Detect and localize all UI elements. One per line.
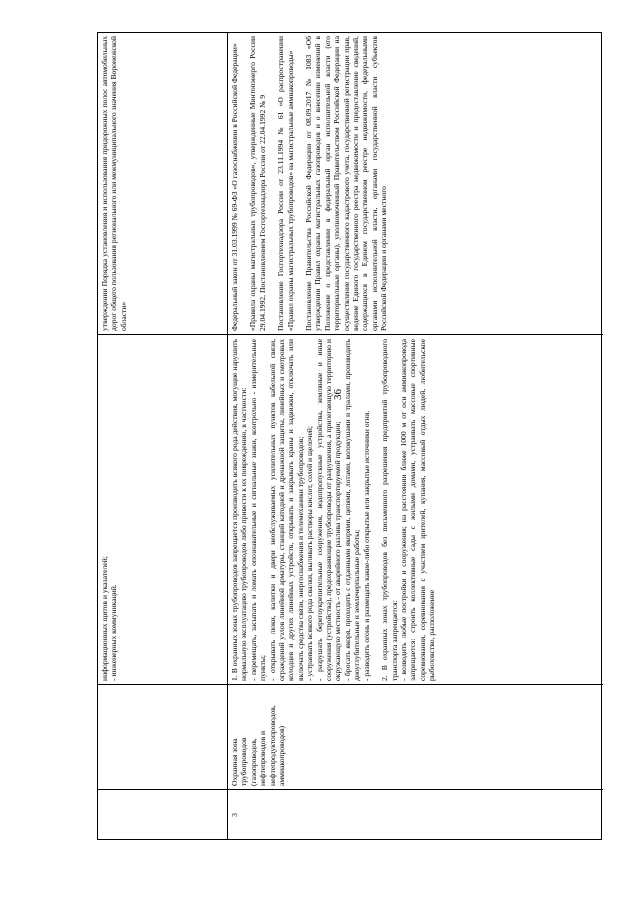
text-line: - возводить любые постройки и сооружения; на расстоянии ближе 1000 м от оси аммиакопровода запрещается: строить коллективные сады с жилыми домами, устраивать массовые спортивные соревнования, соревнования с участием зрителей, купания, массовый отдых людей, любительское рыболовство, расположение (398, 339, 437, 681)
text-line: - разводить огонь и размещать какие-либо открытые или закрытые источники огня. (361, 410, 371, 681)
zone-name: Охранная зона трубопроводов (газопроводов, нефтепроводов и нефтепродуктопроводов, аммиакопроводов) (230, 705, 287, 786)
text-line: - бросать якоря, проходить с отданными якорями, цепями, лотами, волокушами и тралами, производить дноуглубительные и землечерпальные работы; (342, 339, 362, 681)
text-line: - устраивать всякого рода свалки, выливать растворы кислот, солей и щелочей; (305, 426, 315, 681)
table-row (227, 32, 603, 840)
text-line: 1. В охранных зонах трубопроводов запрещается производить всякого рода действия, могущие нарушить нормальную эксплуатацию трубопроводов либо привести к их повреждению, в частности: (230, 339, 249, 681)
text-line: информационных щитов и указателей; (100, 556, 109, 681)
regulation-table (97, 32, 602, 840)
row-number: 3 (230, 813, 239, 817)
text-line: - инженерных коммуникаций. (109, 584, 119, 681)
text-line: - разрушать берегоукрепительные сооружения, водопропускные устройства, земляные и иные сооружения (устройства), предохраняющие трубопроводы от разрушения, а прилегающую территорию и окружающую местность - от аварийного разлива транспортируемой продукции; (314, 339, 343, 681)
row-prev-legal-basis (98, 32, 228, 335)
table-row-continued (97, 32, 228, 840)
text-line: - перемещать, засыпать и ломать опознавательные и сигнальные знаки, контрольно - измерительные пункты; (248, 339, 268, 681)
text-line: 2. В охранных зонах трубопроводов без письменного разрешения предприятий трубопроводного транспорта запрещается: (380, 339, 399, 681)
text-line: «Правила охраны магистральных трубопроводов», утвержденные Минтопэнерго России 29.04.1992, Постановлением Госгортехнадзора России от 22.04.1992 № 9 (248, 36, 267, 331)
row-prev-restrictions (98, 335, 228, 685)
text-line: Федеральный закон от 31.03.1999 № 69-ФЗ «О газоснабжении в Российской Федерации» (230, 43, 239, 331)
text-line: Постановление Правительства Российской Федерации от 08.09.2017 № 1083 «Об утверждении Правил охраны магистральных газопроводов и о внесении изменений в Положение о представлении в федеральный орган исполнительной власти (его территориальные органы), уполномоченный Правительством Российской Федерации на осуществление государственного кадастрового учета, государственной регистрации прав, ведение Единого государственного реестра недвижимости и предоставление сведений, содержащихся в Едином государственном реестре недвижимости, федеральными органами исполнительной власти, органами государственной власти субъектов Российской Федерации и органами местного (304, 36, 389, 331)
page-number: 36 (332, 389, 344, 400)
zone-restrictions (228, 335, 603, 685)
text-line: утверждении Порядка установления и использования придорожных полос автомобильных дорог общего пользования регионального или межмуниципального значения Воронежской области» (100, 36, 128, 331)
text-line: Постановление Госгортехнадзора России от 23.11.1994 № 61 «О распространении «Правил охраны магистральных трубопроводов» на магистральные аммиакопроводы» (276, 36, 295, 331)
zone-legal-basis (228, 32, 603, 335)
text-line: - открывать люки, калитки и двери необслуживаемых усилительных пунктов кабельной связи, ограждений узлов линейной арматуры, станций катодной и дренажной защиты, линейных и смотровых колодцев и других линейных устройств, открывать и закрывать краны и задвижки, отключать или включать средства связи, энергоснабжения и телемеханики трубопроводов; (267, 339, 305, 681)
